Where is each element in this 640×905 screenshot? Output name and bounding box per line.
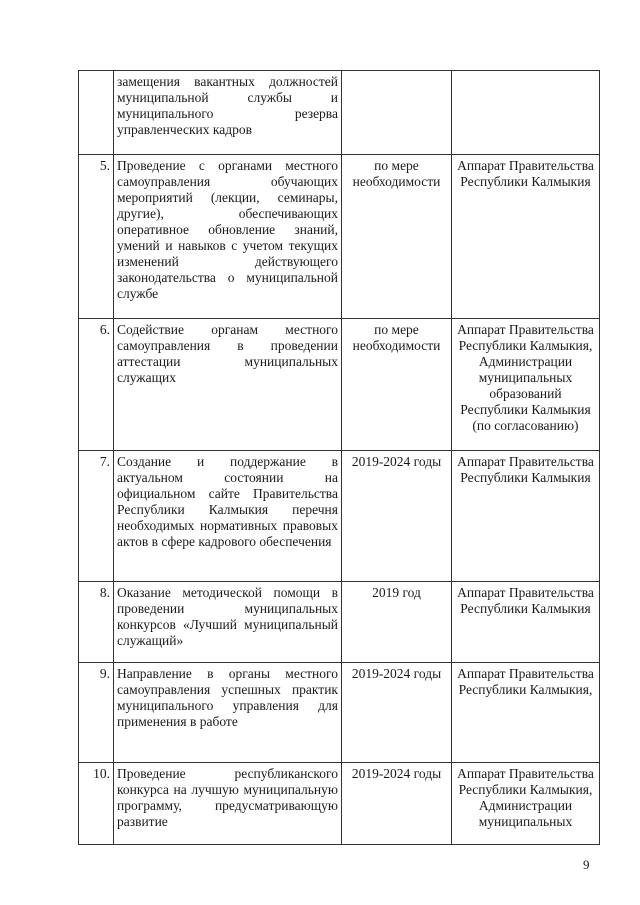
row-responsible: [452, 71, 600, 155]
plan-table: [78, 70, 600, 845]
row-term: по мере необходимости: [342, 155, 452, 319]
table-row: [79, 763, 600, 845]
row-term: 2019 год: [342, 582, 452, 663]
row-responsible: Аппарат Правительства Республики Калмыкия: [452, 582, 600, 663]
table-row: [79, 319, 600, 451]
row-number: 7.: [79, 451, 114, 582]
row-activity: Создание и поддержание в актуальном состоянии на официальном сайте Правительства Республики Калмыкия перечня необходимых нормативных правовых актов в сфере кадрового обеспечения: [114, 451, 342, 582]
table-row: [79, 582, 600, 663]
row-number: 9.: [79, 663, 114, 763]
row-responsible: Аппарат Правительства Республики Калмыкия: [452, 451, 600, 582]
page-number: 9: [583, 857, 590, 872]
row-number: 6.: [79, 319, 114, 451]
row-activity: замещения вакантных должностей муниципальной службы и муниципального резерва управленческих кадров: [114, 71, 342, 155]
row-term: 2019-2024 годы: [342, 663, 452, 763]
table-row: [79, 155, 600, 319]
table-row: [79, 663, 600, 763]
row-activity: Проведение с органами местного самоуправления обучающих мероприятий (лекции, семинары, другие), обеспечивающих оперативное обновление знаний, умений и навыков с учетом текущих изменений действующего законодательства о муниципальной службе: [114, 155, 342, 319]
row-responsible: Аппарат Правительства Республики Калмыкия,: [452, 663, 600, 763]
row-term: по мере необходимости: [342, 319, 452, 451]
row-number: 5.: [79, 155, 114, 319]
row-term: 2019-2024 годы: [342, 451, 452, 582]
row-term: [342, 71, 452, 155]
row-responsible: Аппарат Правительства Республики Калмыкия, Администрации муниципальных образований Республики Калмыкия (по согласованию): [452, 319, 600, 451]
row-activity: Проведение республиканского конкурса на лучшую муниципальную программу, предусматривающую развитие: [114, 763, 342, 845]
row-activity: Содействие органам местного самоуправления в проведении аттестации муниципальных служащих: [114, 319, 342, 451]
row-number: 8.: [79, 582, 114, 663]
table-row: [79, 71, 600, 155]
row-term: 2019-2024 годы: [342, 763, 452, 845]
row-responsible: Аппарат Правительства Республики Калмыкия, Администрации муниципальных: [452, 763, 600, 845]
row-number: [79, 71, 114, 155]
row-number: 10.: [79, 763, 114, 845]
table-row: [79, 451, 600, 582]
row-responsible: Аппарат Правительства Республики Калмыкия: [452, 155, 600, 319]
row-activity: Оказание методической помощи в проведении муниципальных конкурсов «Лучший муниципальный служащий»: [114, 582, 342, 663]
row-activity: Направление в органы местного самоуправления успешных практик муниципального управления для применения в работе: [114, 663, 342, 763]
